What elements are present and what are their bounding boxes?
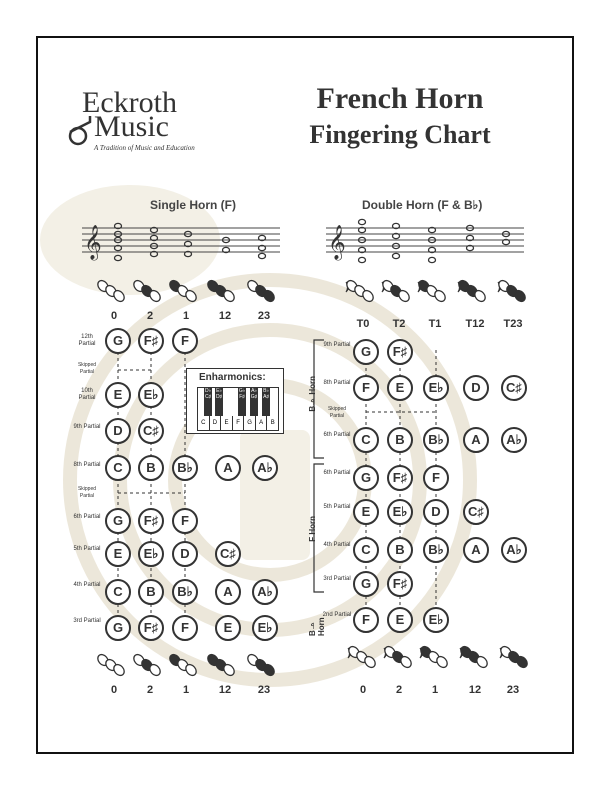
fingering-label: 1	[431, 684, 439, 696]
partial-label: 6th Partial	[323, 470, 351, 476]
logo-tagline: A Tradition of Music and Education	[94, 144, 195, 152]
note-circle: A♭	[252, 455, 278, 481]
white-keys	[198, 416, 278, 430]
partial-label: 4th Partial	[73, 582, 101, 588]
single-horn-heading: Single Horn (F)	[150, 198, 236, 212]
fingering-label: 0	[359, 684, 367, 696]
fingering-label: 12	[218, 684, 232, 696]
double-horn-fingerings-top	[348, 318, 528, 332]
white-key: B	[270, 420, 275, 426]
black-key-label: D♯	[215, 394, 223, 400]
note-circle: G	[353, 339, 379, 365]
valve-diagram-icon	[168, 279, 199, 304]
fingering-label: 0	[110, 310, 118, 322]
note-circle: B♭	[172, 579, 198, 605]
logo	[82, 88, 195, 152]
valve-diagram-icon	[168, 653, 199, 678]
note-circle: F♯	[138, 615, 164, 641]
valve-diagram-icon	[345, 279, 376, 304]
fingering-label: T23	[503, 318, 523, 330]
valve-diagram-icon	[457, 279, 488, 304]
note-circle: F♯	[387, 339, 413, 365]
note-circle: A	[463, 427, 489, 453]
note-circle: C♯	[501, 375, 527, 401]
valve-diagram-icon	[417, 279, 448, 304]
single-horn-fingerings-top	[99, 310, 279, 324]
partial-label: 12th Partial	[78, 334, 96, 347]
white-key: E	[221, 416, 233, 430]
enharmonics-box	[186, 368, 284, 434]
valve-diagram-icon	[96, 279, 127, 304]
valve-diagram-icon	[132, 279, 163, 304]
bb-horn-label: B♭ Horn	[308, 617, 326, 636]
fingering-label: 23	[506, 684, 520, 696]
note-circle: E	[105, 541, 131, 567]
note-circle: C♯	[138, 418, 164, 444]
fingering-label: T0	[356, 318, 370, 330]
valve-diagram-icon	[96, 653, 127, 678]
note-circle: A	[215, 579, 241, 605]
title-line1: French Horn	[316, 82, 484, 115]
note-circle: E♭	[423, 375, 449, 401]
fingering-label: 1	[182, 684, 190, 696]
note-circle: B	[138, 579, 164, 605]
fingering-label: T12	[465, 318, 485, 330]
valve-diagram-icon	[383, 645, 414, 670]
note-circle: E	[387, 375, 413, 401]
note-circle: D	[463, 375, 489, 401]
note-circle: F	[353, 607, 379, 633]
valve-diagram-icon	[499, 645, 530, 670]
white-key: G	[244, 416, 256, 430]
white-key: D	[210, 416, 222, 430]
note-circle: B♭	[423, 427, 449, 453]
note-circle: E	[215, 615, 241, 641]
partial-label: 4th Partial	[323, 542, 351, 548]
note-circle: A♭	[501, 427, 527, 453]
valve-diagram-icon	[206, 653, 237, 678]
note-circle: E♭	[423, 607, 449, 633]
note-circle: F	[423, 465, 449, 491]
black-key-label: A♯	[263, 394, 269, 400]
black-key-label: B♭	[263, 388, 269, 394]
note-circle: E♭	[138, 382, 164, 408]
note-circle: F♯	[138, 328, 164, 354]
partial-label: 8th Partial	[323, 380, 351, 386]
note-circle: F♯	[387, 571, 413, 597]
note-circle: G	[105, 328, 131, 354]
single-horn-valves-top	[95, 274, 285, 308]
note-circle: F	[172, 328, 198, 354]
note-circle: D	[423, 499, 449, 525]
black-key-label: G♭	[238, 388, 246, 394]
double-horn-staff	[326, 214, 526, 270]
note-circle: A	[463, 537, 489, 563]
partial-label: 8th Partial	[73, 462, 101, 468]
black-key-label: G♯	[250, 394, 258, 400]
fingering-label: T2	[392, 318, 406, 330]
fingering-label: T1	[428, 318, 442, 330]
note-circle: G	[105, 508, 131, 534]
valve-diagram-icon	[246, 279, 277, 304]
white-key: A	[256, 416, 268, 430]
note-circle: B♭	[423, 537, 449, 563]
note-circle: A♭	[252, 579, 278, 605]
single-horn-fingerings-bottom	[99, 684, 279, 698]
note-circle: B	[387, 427, 413, 453]
partial-label: Skipped Partial	[77, 486, 97, 499]
fingering-label: 23	[257, 684, 271, 696]
double-horn-valves-bottom	[340, 640, 540, 682]
note-circle: G	[105, 615, 131, 641]
note-circle: D	[172, 541, 198, 567]
bb-horn-label: B♭ Horn	[308, 376, 317, 412]
black-key-label: F♯	[239, 394, 245, 400]
note-circle: F	[353, 375, 379, 401]
fingering-label: 12	[218, 310, 232, 322]
fingering-label: 0	[110, 684, 118, 696]
black-key-label: A♭	[251, 388, 257, 394]
single-horn-valves-bottom	[95, 648, 285, 682]
valve-diagram-icon	[459, 645, 490, 670]
note-circle: F	[172, 615, 198, 641]
partial-label: 2nd Partial	[322, 612, 352, 618]
enharmonics-title: Enharmonics:	[199, 372, 266, 383]
note-circle: B	[387, 537, 413, 563]
partial-label: 3rd Partial	[323, 576, 351, 582]
double-horn-valves-top	[338, 274, 538, 308]
partial-label: 5th Partial	[323, 504, 351, 510]
fingering-label: 2	[395, 684, 403, 696]
partial-label: Skipped Partial	[77, 362, 97, 375]
valve-diagram-icon	[419, 645, 450, 670]
note-circle: E♭	[252, 615, 278, 641]
note-circle: B	[138, 455, 164, 481]
note-circle: A	[215, 455, 241, 481]
note-circle: C	[353, 537, 379, 563]
white-key: F	[233, 416, 245, 430]
keyboard	[197, 387, 279, 431]
note-circle: F♯	[138, 508, 164, 534]
logo-line2: Music	[94, 110, 169, 143]
note-circle: F♯	[387, 465, 413, 491]
black-key-label: C♯	[204, 394, 212, 400]
double-horn-fingerings-bottom	[348, 684, 528, 698]
note-circle: B♭	[172, 455, 198, 481]
black-key	[215, 388, 223, 416]
note-circle: C	[105, 579, 131, 605]
note-circle: E♭	[387, 499, 413, 525]
partial-label: 3rd Partial	[73, 618, 101, 624]
logo-line1: Eckroth	[82, 86, 177, 119]
black-key	[238, 388, 246, 416]
fingering-label: 2	[146, 684, 154, 696]
svg-text:𝄞: 𝄞	[328, 226, 346, 259]
white-key: C	[198, 416, 210, 430]
partial-label: 10th Partial	[78, 388, 96, 401]
note-circle: C♯	[463, 499, 489, 525]
fingering-label: 23	[257, 310, 271, 322]
note-circle: G	[353, 571, 379, 597]
partial-label: 5th Partial	[73, 546, 101, 552]
double-horn-notes	[310, 336, 540, 636]
note-circle: E	[105, 382, 131, 408]
note-circle: E	[353, 499, 379, 525]
valve-diagram-icon	[206, 279, 237, 304]
note-circle: C	[353, 427, 379, 453]
svg-text:𝄞: 𝄞	[84, 226, 102, 259]
note-circle: E♭	[138, 541, 164, 567]
partial-label: 9th Partial	[323, 342, 351, 348]
note-circle: A♭	[501, 537, 527, 563]
partial-label: 9th Partial	[73, 424, 101, 430]
fingering-label: 12	[468, 684, 482, 696]
partial-label: Skipped Partial	[327, 406, 347, 419]
note-circle: G	[353, 465, 379, 491]
note-circle: E	[387, 607, 413, 633]
horn-logo-icon	[66, 114, 94, 150]
partial-label: 6th Partial	[73, 514, 101, 520]
valve-diagram-icon	[497, 279, 528, 304]
valve-diagram-icon	[347, 645, 378, 670]
note-circle: C	[105, 455, 131, 481]
black-key	[250, 388, 258, 416]
title-line2: Fingering Chart	[309, 120, 491, 149]
black-key-label: D♭	[205, 388, 211, 394]
double-horn-heading: Double Horn (F & B♭)	[362, 198, 483, 212]
black-key	[204, 388, 212, 416]
note-circle: D	[105, 418, 131, 444]
black-key	[262, 388, 270, 416]
single-horn-staff	[82, 214, 282, 270]
fingering-label: 1	[182, 310, 190, 322]
fingering-label: 2	[146, 310, 154, 322]
valve-diagram-icon	[132, 653, 163, 678]
note-circle: C♯	[215, 541, 241, 567]
valve-diagram-icon	[246, 653, 277, 678]
partial-label: 6th Partial	[323, 432, 351, 438]
valve-diagram-icon	[381, 279, 412, 304]
note-circle: F	[172, 508, 198, 534]
black-key-label: E♭	[216, 388, 222, 394]
f-horn-label: F Horn	[308, 516, 317, 542]
